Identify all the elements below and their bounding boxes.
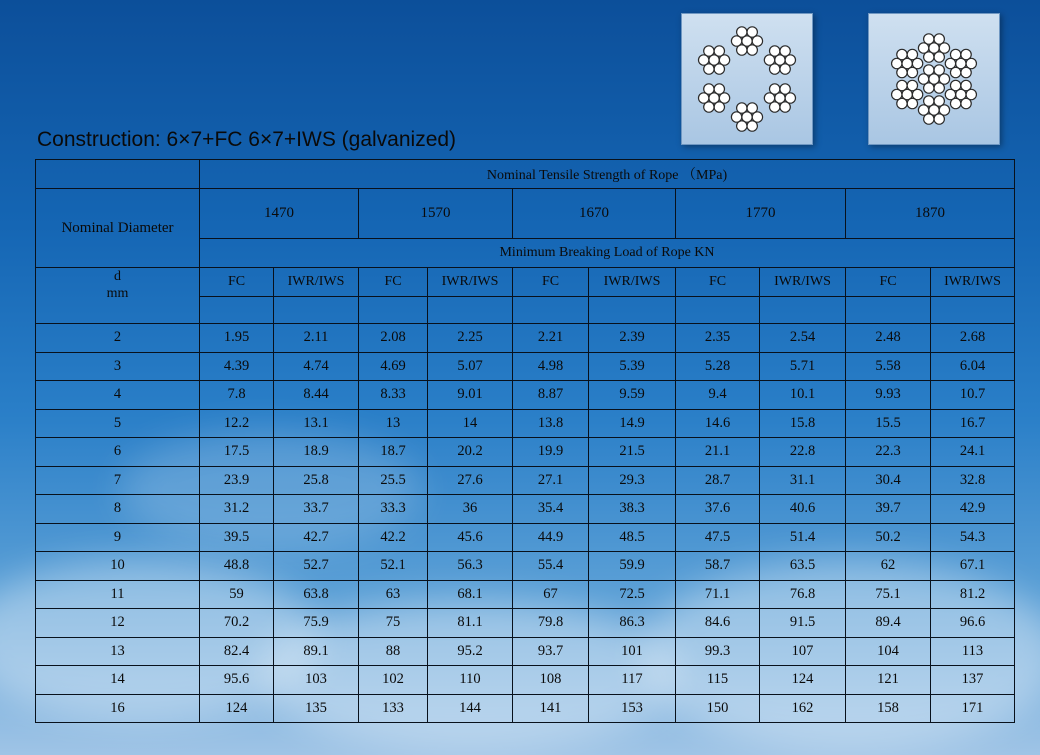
d-label: d [114,269,121,284]
core-type-header: IWR/IWS [274,268,359,297]
breaking-load-cell: 81.2 [931,580,1015,609]
breaking-load-cell: 99.3 [676,637,760,666]
breaking-load-cell: 47.5 [676,523,760,552]
breaking-load-cell: 32.8 [931,466,1015,495]
breaking-load-cell: 22.8 [760,438,846,467]
breaking-load-cell: 39.7 [846,495,931,524]
core-type-header: IWR/IWS [931,268,1015,297]
breaking-load-cell: 42.7 [274,523,359,552]
breaking-load-cell: 21.5 [589,438,676,467]
table-row [36,466,1015,495]
breaking-load-cell: 22.3 [846,438,931,467]
strength-header: 1870 [846,189,1015,239]
breaking-load-cell: 37.6 [676,495,760,524]
breaking-load-cell: 95.2 [428,637,513,666]
breaking-load-cell: 12.2 [200,409,274,438]
breaking-load-cell: 96.6 [931,609,1015,638]
breaking-load-cell: 15.8 [760,409,846,438]
breaking-load-cell: 102 [359,666,428,695]
rope-cross-section-iws-icon [868,13,1000,145]
table-row [36,324,1015,353]
breaking-load-cell: 67.1 [931,552,1015,581]
breaking-load-cell: 4.39 [200,352,274,381]
breaking-load-cell: 5.39 [589,352,676,381]
breaking-load-cell: 63.5 [760,552,846,581]
breaking-load-cell: 2.08 [359,324,428,353]
diameter-cell: 4 [36,381,200,410]
core-type-header: IWR/IWS [428,268,513,297]
breaking-load-cell: 10.7 [931,381,1015,410]
breaking-load-table [35,159,1015,723]
breaking-load-cell: 76.8 [760,580,846,609]
breaking-load-cell: 95.6 [200,666,274,695]
breaking-load-cell: 135 [274,694,359,723]
nominal-tensile-strength-header: Nominal Tensile Strength of Rope （MPa) [200,160,1015,189]
breaking-load-cell: 93.7 [513,637,589,666]
strength-header: 1770 [676,189,846,239]
breaking-load-cell: 23.9 [200,466,274,495]
breaking-load-cell: 36 [428,495,513,524]
breaking-load-cell: 89.1 [274,637,359,666]
breaking-load-cell: 35.4 [513,495,589,524]
table-row [36,666,1015,695]
mm-label: mm [106,286,129,301]
breaking-load-cell: 88 [359,637,428,666]
breaking-load-cell: 8.87 [513,381,589,410]
breaking-load-cell: 9.4 [676,381,760,410]
breaking-load-cell: 63.8 [274,580,359,609]
core-type-header: FC [513,268,589,297]
empty-cell [513,297,589,324]
breaking-load-cell: 86.3 [589,609,676,638]
diameter-cell: 8 [36,495,200,524]
diameter-cell: 2 [36,324,200,353]
breaking-load-cell: 67 [513,580,589,609]
breaking-load-cell: 40.6 [760,495,846,524]
breaking-load-cell: 5.07 [428,352,513,381]
strength-header: 1570 [359,189,513,239]
breaking-load-cell: 14.6 [676,409,760,438]
breaking-load-cell: 115 [676,666,760,695]
table-row [36,438,1015,467]
breaking-load-cell: 8.33 [359,381,428,410]
breaking-load-cell: 39.5 [200,523,274,552]
breaking-load-cell: 45.6 [428,523,513,552]
empty-cell [589,297,676,324]
diameter-cell: 5 [36,409,200,438]
breaking-load-cell: 141 [513,694,589,723]
breaking-load-cell: 62 [846,552,931,581]
diameter-cell: 10 [36,552,200,581]
breaking-load-cell: 17.5 [200,438,274,467]
breaking-load-cell: 59 [200,580,274,609]
breaking-load-cell: 121 [846,666,931,695]
breaking-load-cell: 42.9 [931,495,1015,524]
diameter-cell: 7 [36,466,200,495]
breaking-load-cell: 137 [931,666,1015,695]
breaking-load-cell: 27.1 [513,466,589,495]
breaking-load-cell: 101 [589,637,676,666]
diameter-cell: 16 [36,694,200,723]
breaking-load-cell: 79.8 [513,609,589,638]
breaking-load-cell: 14 [428,409,513,438]
breaking-load-cell: 13.1 [274,409,359,438]
empty-cell [274,297,359,324]
breaking-load-cell: 2.39 [589,324,676,353]
min-breaking-load-header: Minimum Breaking Load of Rope KN [200,239,1015,268]
breaking-load-cell: 2.68 [931,324,1015,353]
breaking-load-cell: 4.74 [274,352,359,381]
breaking-load-cell: 18.9 [274,438,359,467]
table-row [36,523,1015,552]
breaking-load-cell: 54.3 [931,523,1015,552]
breaking-load-cell: 28.7 [676,466,760,495]
breaking-load-cell: 70.2 [200,609,274,638]
diameter-cell: 9 [36,523,200,552]
nominal-diameter-header: Nominal Diameter [36,189,200,268]
breaking-load-cell: 19.9 [513,438,589,467]
breaking-load-cell: 27.6 [428,466,513,495]
breaking-load-cell: 6.04 [931,352,1015,381]
breaking-load-cell: 5.71 [760,352,846,381]
breaking-load-cell: 16.7 [931,409,1015,438]
breaking-load-cell: 20.2 [428,438,513,467]
table-row [36,409,1015,438]
breaking-load-cell: 52.7 [274,552,359,581]
table-row [36,609,1015,638]
breaking-load-cell: 44.9 [513,523,589,552]
breaking-load-cell: 89.4 [846,609,931,638]
breaking-load-cell: 51.4 [760,523,846,552]
breaking-load-cell: 144 [428,694,513,723]
breaking-load-cell: 84.6 [676,609,760,638]
breaking-load-cell: 18.7 [359,438,428,467]
breaking-load-cell: 63 [359,580,428,609]
diameter-unit-header [36,268,200,324]
breaking-load-cell: 75.1 [846,580,931,609]
breaking-load-cell: 1.95 [200,324,274,353]
table-row [36,552,1015,581]
breaking-load-cell: 9.93 [846,381,931,410]
breaking-load-cell: 31.1 [760,466,846,495]
diameter-cell: 3 [36,352,200,381]
breaking-load-cell: 103 [274,666,359,695]
table-row [36,637,1015,666]
empty-cell [846,297,931,324]
breaking-load-cell: 25.8 [274,466,359,495]
page-title: Construction: 6×7+FC 6×7+IWS (galvanized) [37,128,457,151]
breaking-load-cell: 15.5 [846,409,931,438]
breaking-load-cell: 13 [359,409,428,438]
breaking-load-cell: 75.9 [274,609,359,638]
core-type-header: FC [359,268,428,297]
breaking-load-cell: 110 [428,666,513,695]
empty-cell [931,297,1015,324]
breaking-load-cell: 153 [589,694,676,723]
breaking-load-cell: 9.59 [589,381,676,410]
breaking-load-cell: 24.1 [931,438,1015,467]
breaking-load-cell: 117 [589,666,676,695]
breaking-load-cell: 30.4 [846,466,931,495]
breaking-load-cell: 81.1 [428,609,513,638]
diameter-cell: 11 [36,580,200,609]
empty-cell [359,297,428,324]
breaking-load-cell: 31.2 [200,495,274,524]
strength-header: 1670 [513,189,676,239]
breaking-load-cell: 2.25 [428,324,513,353]
core-type-header: IWR/IWS [589,268,676,297]
core-type-header: IWR/IWS [760,268,846,297]
breaking-load-cell: 56.3 [428,552,513,581]
breaking-load-cell: 72.5 [589,580,676,609]
breaking-load-cell: 158 [846,694,931,723]
breaking-load-cell: 48.5 [589,523,676,552]
table-row [36,694,1015,723]
breaking-load-cell: 38.3 [589,495,676,524]
breaking-load-cell: 113 [931,637,1015,666]
table-row [36,352,1015,381]
breaking-load-cell: 68.1 [428,580,513,609]
breaking-load-cell: 124 [760,666,846,695]
diameter-cell: 14 [36,666,200,695]
breaking-load-cell: 10.1 [760,381,846,410]
breaking-load-cell: 33.7 [274,495,359,524]
core-type-header: FC [676,268,760,297]
breaking-load-cell: 55.4 [513,552,589,581]
rope-cross-section-fc-icon [681,13,813,145]
breaking-load-cell: 9.01 [428,381,513,410]
empty-cell [36,160,200,189]
breaking-load-cell: 4.98 [513,352,589,381]
table-row [36,580,1015,609]
breaking-load-cell: 82.4 [200,637,274,666]
breaking-load-cell: 104 [846,637,931,666]
breaking-load-cell: 171 [931,694,1015,723]
breaking-load-cell: 71.1 [676,580,760,609]
breaking-load-cell: 2.21 [513,324,589,353]
breaking-load-cell: 58.7 [676,552,760,581]
breaking-load-cell: 5.28 [676,352,760,381]
strength-header: 1470 [200,189,359,239]
breaking-load-cell: 13.8 [513,409,589,438]
diameter-cell: 13 [36,637,200,666]
breaking-load-cell: 133 [359,694,428,723]
breaking-load-cell: 5.58 [846,352,931,381]
breaking-load-cell: 2.54 [760,324,846,353]
breaking-load-cell: 7.8 [200,381,274,410]
breaking-load-cell: 50.2 [846,523,931,552]
breaking-load-cell: 162 [760,694,846,723]
breaking-load-cell: 150 [676,694,760,723]
table-row [36,495,1015,524]
breaking-load-cell: 48.8 [200,552,274,581]
breaking-load-cell: 25.5 [359,466,428,495]
diameter-cell: 6 [36,438,200,467]
breaking-load-cell: 75 [359,609,428,638]
breaking-load-cell: 4.69 [359,352,428,381]
breaking-load-cell: 2.35 [676,324,760,353]
core-type-header: FC [846,268,931,297]
breaking-load-cell: 33.3 [359,495,428,524]
empty-cell [676,297,760,324]
breaking-load-cell: 2.11 [274,324,359,353]
breaking-load-cell: 91.5 [760,609,846,638]
breaking-load-cell: 124 [200,694,274,723]
breaking-load-cell: 107 [760,637,846,666]
breaking-load-cell: 59.9 [589,552,676,581]
breaking-load-cell: 8.44 [274,381,359,410]
core-type-header: FC [200,268,274,297]
breaking-load-cell: 21.1 [676,438,760,467]
breaking-load-cell: 29.3 [589,466,676,495]
breaking-load-cell: 42.2 [359,523,428,552]
empty-cell [760,297,846,324]
breaking-load-cell: 52.1 [359,552,428,581]
breaking-load-cell: 108 [513,666,589,695]
diameter-cell: 12 [36,609,200,638]
breaking-load-cell: 2.48 [846,324,931,353]
empty-cell [428,297,513,324]
empty-cell [200,297,274,324]
breaking-load-cell: 14.9 [589,409,676,438]
table-row [36,381,1015,410]
